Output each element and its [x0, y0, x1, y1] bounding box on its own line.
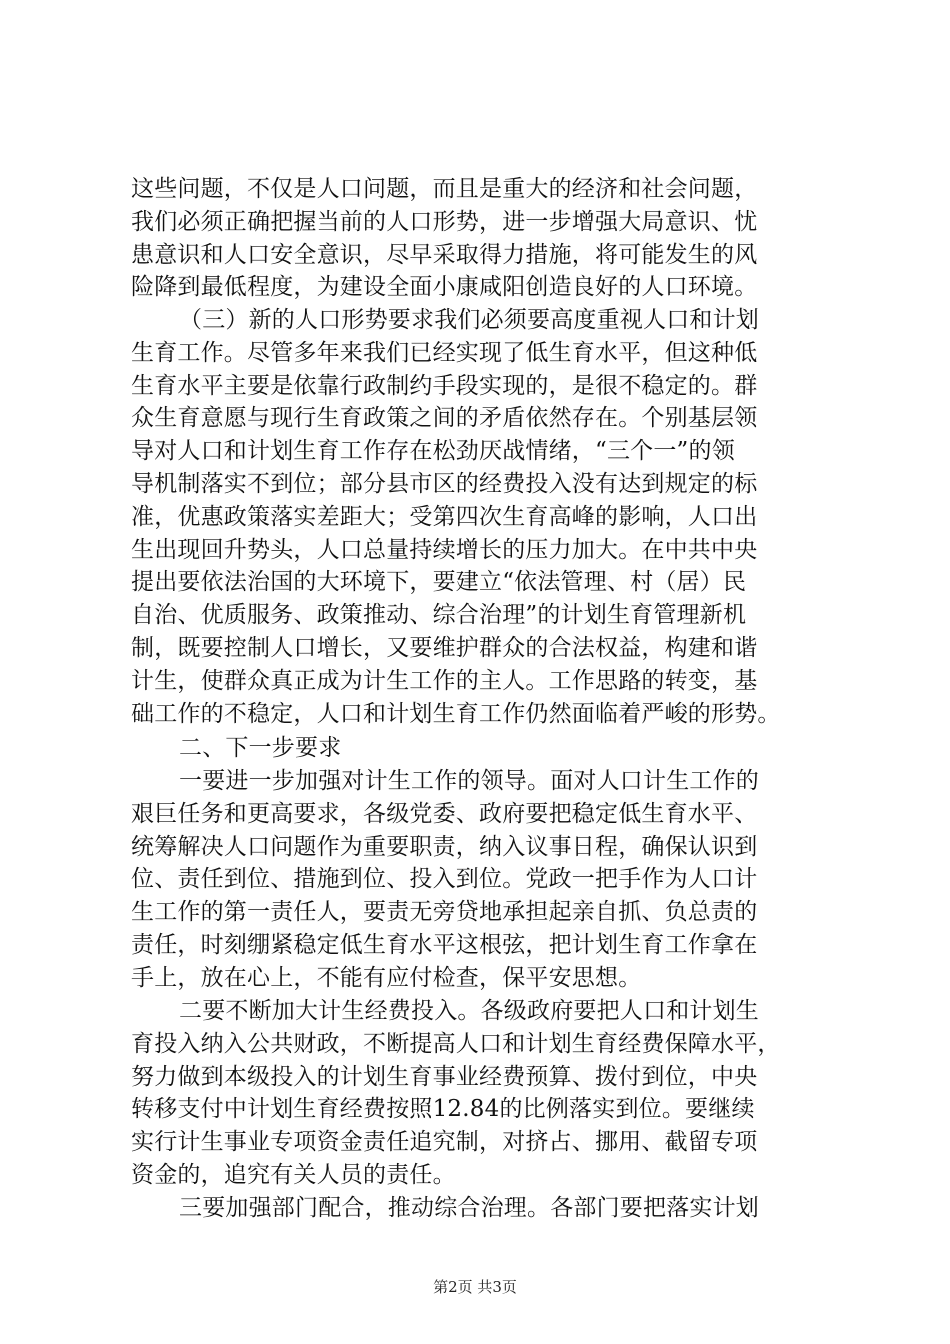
text-line: 生育水平主要是依靠行政制约手段实现的，是很不稳定的。群 — [131, 372, 758, 399]
text-line: 艰巨任务和更高要求，各级党委、政府要把稳定低生育水平、 — [131, 800, 758, 827]
text-line: （三）新的人口形势要求我们必须要高度重视人口和计划 — [179, 307, 759, 333]
text-line: 险降到最低程度，为建设全面小康咸阳创造良好的人口环境。 — [131, 274, 758, 301]
text-line: 生育工作。尽管多年来我们已经实现了低生育水平，但这种低 — [131, 339, 758, 366]
text-line: 患意识和人口安全意识，尽早采取得力措施，将可能发生的风 — [131, 241, 758, 268]
text-line: 导对人口和计划生育工作存在松劲厌战情绪，“三个一”的领 — [131, 438, 735, 465]
section-heading: 二、下一步要求 — [179, 735, 342, 761]
text-line: 础工作的不稳定，人口和计划生育工作仍然面临着严峻的形势。 — [131, 700, 781, 727]
text-line: 自治、优质服务、政策推动、综合治理”的计划生育管理新机 — [131, 602, 747, 629]
paragraph-3 — [131, 765, 839, 995]
text-line: 生出现回升势头，人口总量持续增长的压力加大。在中共中央 — [131, 536, 758, 563]
text-line: 资金的，追究有关人员的责任。 — [131, 1161, 456, 1188]
text-line: 责任，时刻绷紧稳定低生育水平这根弦，把计划生育工作拿在 — [131, 931, 758, 958]
text-line: 导机制落实不到位；部分县市区的经费投入没有达到规定的标 — [131, 470, 758, 497]
text-line: 制，既要控制人口增长，又要维护群众的合法权益，构建和谐 — [131, 634, 758, 661]
text-line: 育投入纳入公共财政，不断提高人口和计划生育经费保障水平， — [131, 1030, 781, 1057]
paragraph-4 — [131, 995, 839, 1192]
text-line: 手上，放在心上，不能有应付检查，保平安思想。 — [131, 964, 642, 991]
text-line: 一要进一步加强对计生工作的领导。面对人口计生工作的 — [179, 768, 759, 794]
text-line: 二要不断加大计生经费投入。各级政府要把人口和计划生 — [179, 998, 759, 1024]
section-heading-block — [131, 732, 839, 765]
text-line: 众生育意愿与现行生育政策之间的矛盾依然存在。个别基层领 — [131, 405, 758, 432]
text-line: 三要加强部门配合，推动综合治理。各部门要把落实计划 — [179, 1195, 759, 1221]
text-line: 准，优惠政策落实差距大；受第四次生育高峰的影响，人口出 — [131, 503, 758, 530]
text-line: 位、责任到位、措施到位、投入到位。党政一把手作为人口计 — [131, 866, 758, 893]
paragraph-5 — [131, 1192, 839, 1225]
text-line: 努力做到本级投入的计划生育事业经费预算、拨付到位，中央 — [131, 1063, 758, 1090]
text-line: 计生，使群众真正成为计生工作的主人。工作思路的转变，基 — [131, 667, 758, 694]
text-line: 转移支付中计划生育经费按照12.84的比例落实到位。要继续 — [131, 1096, 755, 1123]
paragraph-1 — [131, 173, 839, 304]
text-line: 我们必须正确把握当前的人口形势，进一步增强大局意识、忧 — [131, 208, 758, 235]
text-line: 这些问题，不仅是人口问题，而且是重大的经济和社会问题， — [131, 176, 758, 202]
text-line: 提出要依法治国的大环境下，要建立“依法管理、村（居）民 — [131, 569, 747, 596]
text-line: 生工作的第一责任人，要责无旁贷地承担起亲自抓、负总责的 — [131, 899, 758, 926]
page-number-footer: 第2页 共3页 — [433, 1278, 517, 1296]
text-line: 统筹解决人口问题作为重要职责，纳入议事日程，确保认识到 — [131, 833, 758, 860]
paragraph-2 — [131, 304, 839, 730]
text-line: 实行计生事业专项资金责任追究制，对挤占、挪用、截留专项 — [131, 1129, 758, 1156]
